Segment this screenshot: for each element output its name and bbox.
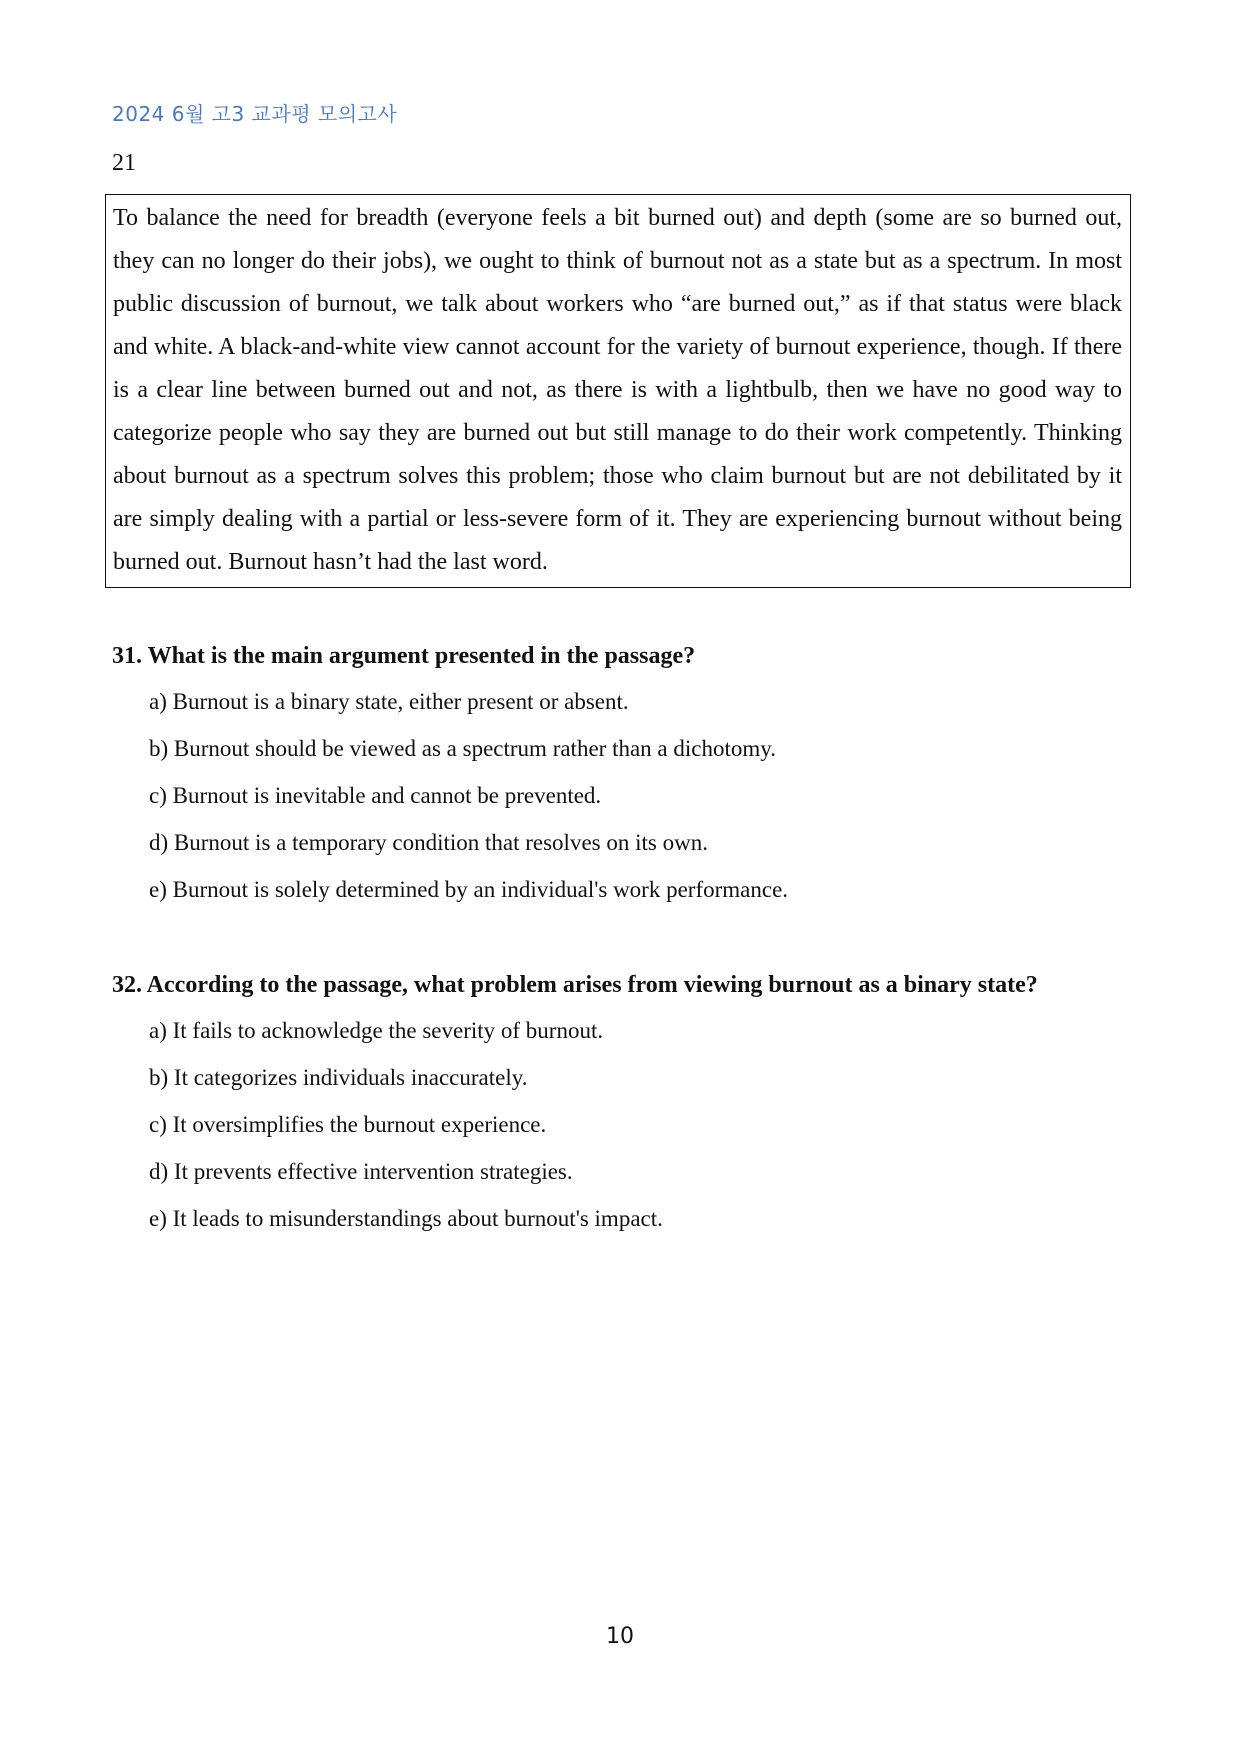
question-stem: 32. According to the passage, what problem arises from viewing burnout as a binary state?: [112, 972, 1038, 998]
option-d: d) It prevents effective intervention strategies.: [149, 1159, 573, 1184]
passage-number: 21: [112, 150, 136, 176]
page-number: 10: [606, 1624, 634, 1649]
question-32: [112, 970, 1122, 1234]
option-a: a) It fails to acknowledge the severity of burnout.: [149, 1018, 604, 1043]
option-e: e) It leads to misunderstandings about burnout's impact.: [149, 1206, 663, 1231]
exam-header: 2024 6월 고3 교과평 모의고사: [112, 102, 398, 126]
option-e: e) Burnout is solely determined by an individual's work performance.: [149, 877, 789, 902]
option-a: a) Burnout is a binary state, either present or absent.: [149, 689, 629, 714]
answer-options: [112, 1016, 1122, 1234]
passage-box: [105, 194, 1131, 588]
question-31: [112, 641, 1122, 905]
option-b: b) Burnout should be viewed as a spectrum rather than a dichotomy.: [149, 736, 777, 761]
option-b: b) It categorizes individuals inaccurately.: [149, 1065, 528, 1090]
option-c: c) It oversimplifies the burnout experience.: [149, 1112, 547, 1137]
answer-options: [112, 687, 1122, 905]
question-stem: 31. What is the main argument presented in the passage?: [112, 643, 696, 669]
passage-text: To balance the need for breadth (everyone feels a bit burned out) and depth (some are so burned out, they can no longer do their jobs), we ought to think of burnout not as a state but as a spectrum. In most public discussion of burnout, we talk about workers who “are burned out,” as if that status were black and white. A black-and-white view cannot account for the variety of burnout experience, though. If there is a clear line between burned out and not, as there is with a lightbulb, then we have no good way to categorize people who say they are burned out but still manage to do their work competently. Thinking about burnout as a spectrum solves this problem; those who claim burnout but are not debilitated by it are simply dealing with a partial or less-severe form of it. They are experiencing burnout without being burned out. Burnout hasn’t had the last word.: [113, 205, 1122, 575]
option-c: c) Burnout is inevitable and cannot be prevented.: [149, 783, 602, 808]
option-d: d) Burnout is a temporary condition that resolves on its own.: [149, 830, 708, 855]
